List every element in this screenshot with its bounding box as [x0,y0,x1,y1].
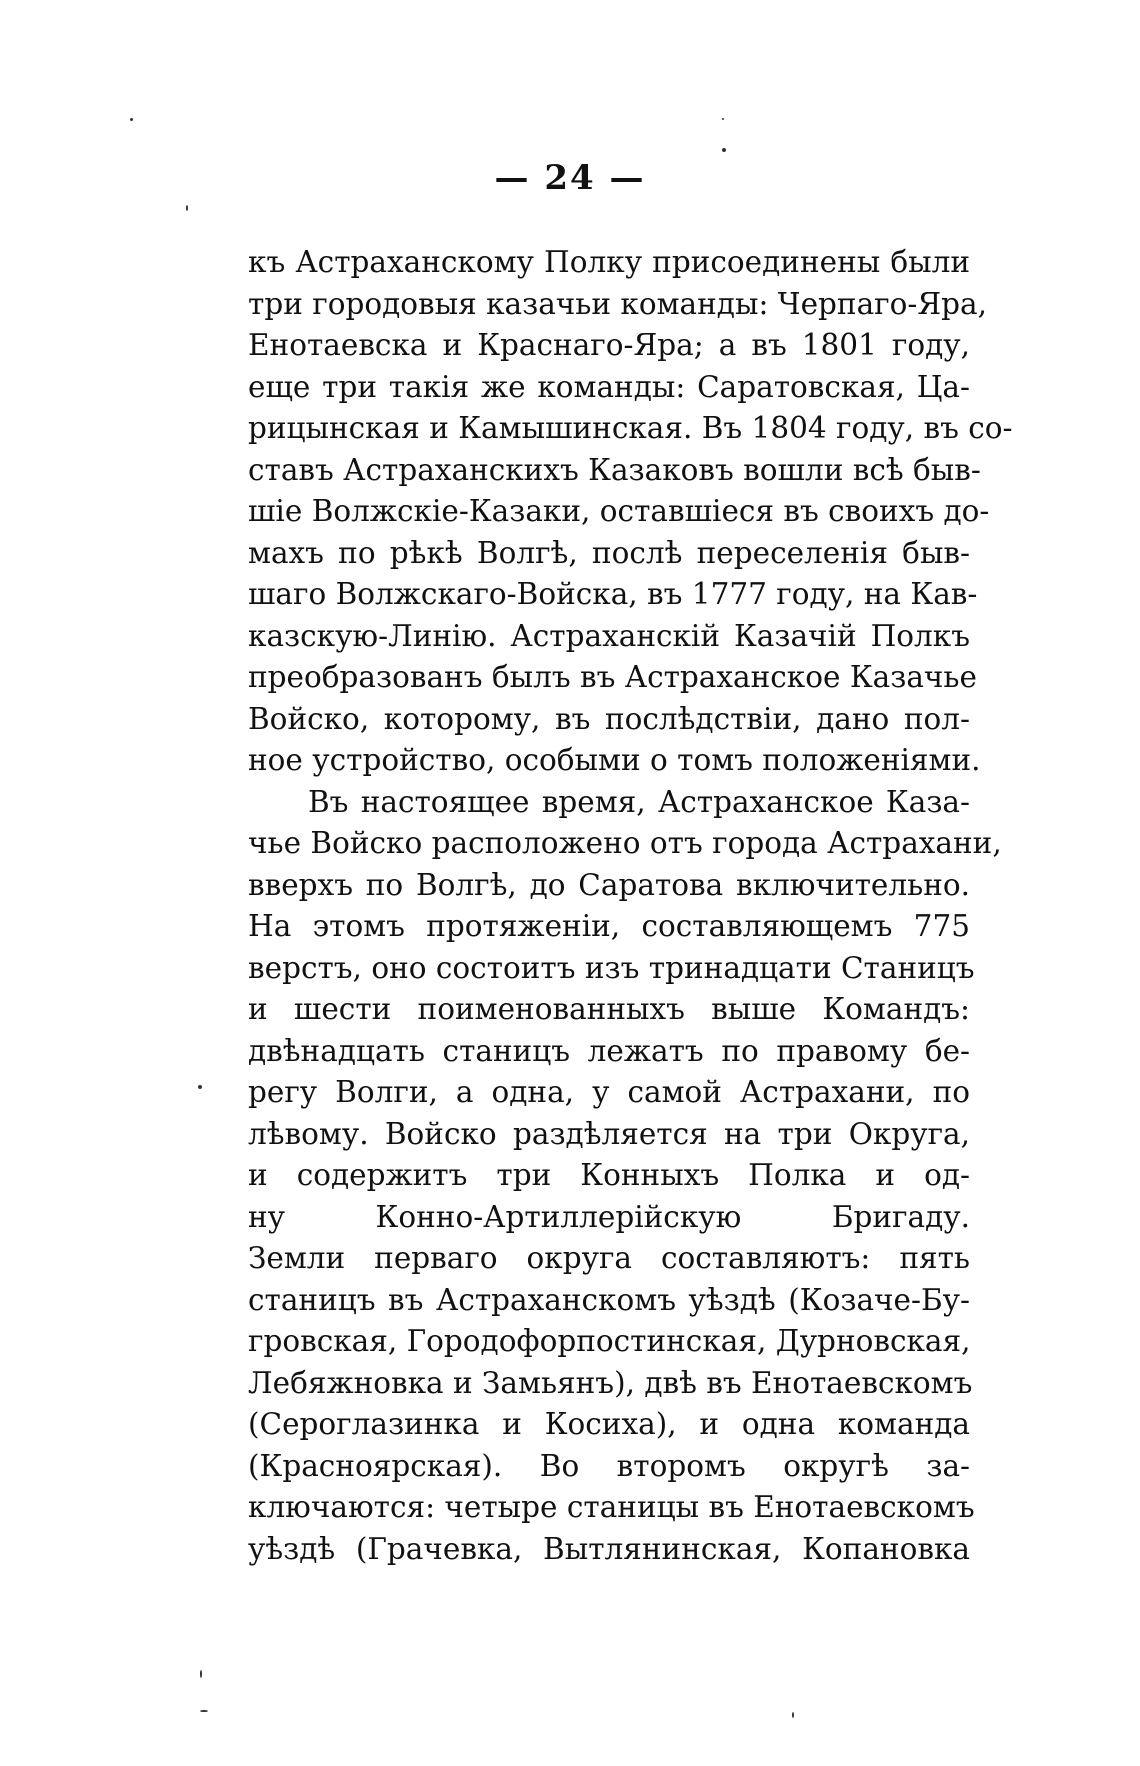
text-line: лѣвому. Войско раздѣляется на три Округа, [248,1116,970,1151]
print-speck [722,148,726,152]
text-line: ключаются: четыре станицы въ Енотаевскомъ [248,1490,975,1524]
text-line: (Сероглазинка и Косиха), и одна команда [248,1407,970,1441]
body-text [248,242,1013,1570]
text-line: Войско, которому, въ послѣдствіи, дано пол- [248,701,970,736]
text-line: верстъ, оно состоитъ изъ тринадцати Станицъ [248,950,975,985]
text-line: (Краснoярская). Во второмъ округѣ за- [248,1448,970,1483]
text-line: еще три такія же команды: Саратовская, Ца- [248,369,970,404]
print-speck [792,1712,794,1718]
text-line: Енотаевска и Краснаго-Яра; а въ 1801 году, [248,328,970,362]
text-line: На этомъ протяженіи, составляющемъ 775 [248,909,970,943]
text-line: рицынская и Камышинская. Въ 1804 году, въ со- [248,411,1013,445]
print-speck [200,1670,202,1678]
text-line: регу Волги, а одна, у самой Астрахани, по [248,1075,970,1109]
text-line: уѣздѣ (Грачевка, Вытлянинская, Копановка [248,1531,970,1566]
print-speck [722,118,724,120]
text-line: станицъ въ Астраханскомъ уѣздѣ (Козаче-Бу- [248,1282,970,1317]
print-speck [130,118,133,121]
text-line: двѣнадцать станицъ лежатъ по правому бе- [248,1033,970,1068]
text-line: чье Войско расположено отъ города Астрахани, [248,826,1002,860]
text-line: шіе Волжскіе-Казаки, оставшіеся въ своихъ до- [248,494,990,528]
text-line: махъ по рѣкѣ Волгѣ, послѣ переселенія быв- [248,535,970,570]
print-speck [198,1085,202,1089]
text-line: три городовыя казачьи команды: Черпаго-Яра, [248,286,988,321]
text-line: Лебяжновка и Замьянъ), двѣ въ Енотаевскомъ [248,1365,973,1400]
print-speck [200,1710,208,1712]
text-line: и шести поименованныхъ выше Командъ: [248,992,970,1026]
text-line: ное устройство, особыми о томъ положеніями. [248,743,981,777]
page-number: — 24 — [494,158,646,198]
text-line: ставъ Астраханскихъ Казаковъ вошли всѣ быв- [248,452,981,487]
text-line: гровская, Городофорпостинская, Дурновская, [248,1324,971,1358]
text-line: вверхъ по Волгѣ, до Саратова включительно. [248,867,970,902]
text-line: Въ настоящее время, Астраханское Каза- [308,784,970,819]
text-line: и содержитъ три Конныхъ Полка и од- [248,1158,970,1192]
text-line: Земли перваго округа составляютъ: пять [248,1241,970,1275]
print-speck [186,205,188,211]
text-line: казскую-Линію. Астраханскій Казачій Полкъ [248,618,970,653]
text-line: ну Конно-Артиллерійскую Бригаду. [248,1199,970,1234]
text-line: преобразованъ былъ въ Астраханское Казачье [248,660,977,694]
text-line: шаго Волжскаго-Войска, въ 1777 году, на Кав- [248,577,978,611]
text-line: къ Астраханскому Полку присоединены были [248,245,970,279]
